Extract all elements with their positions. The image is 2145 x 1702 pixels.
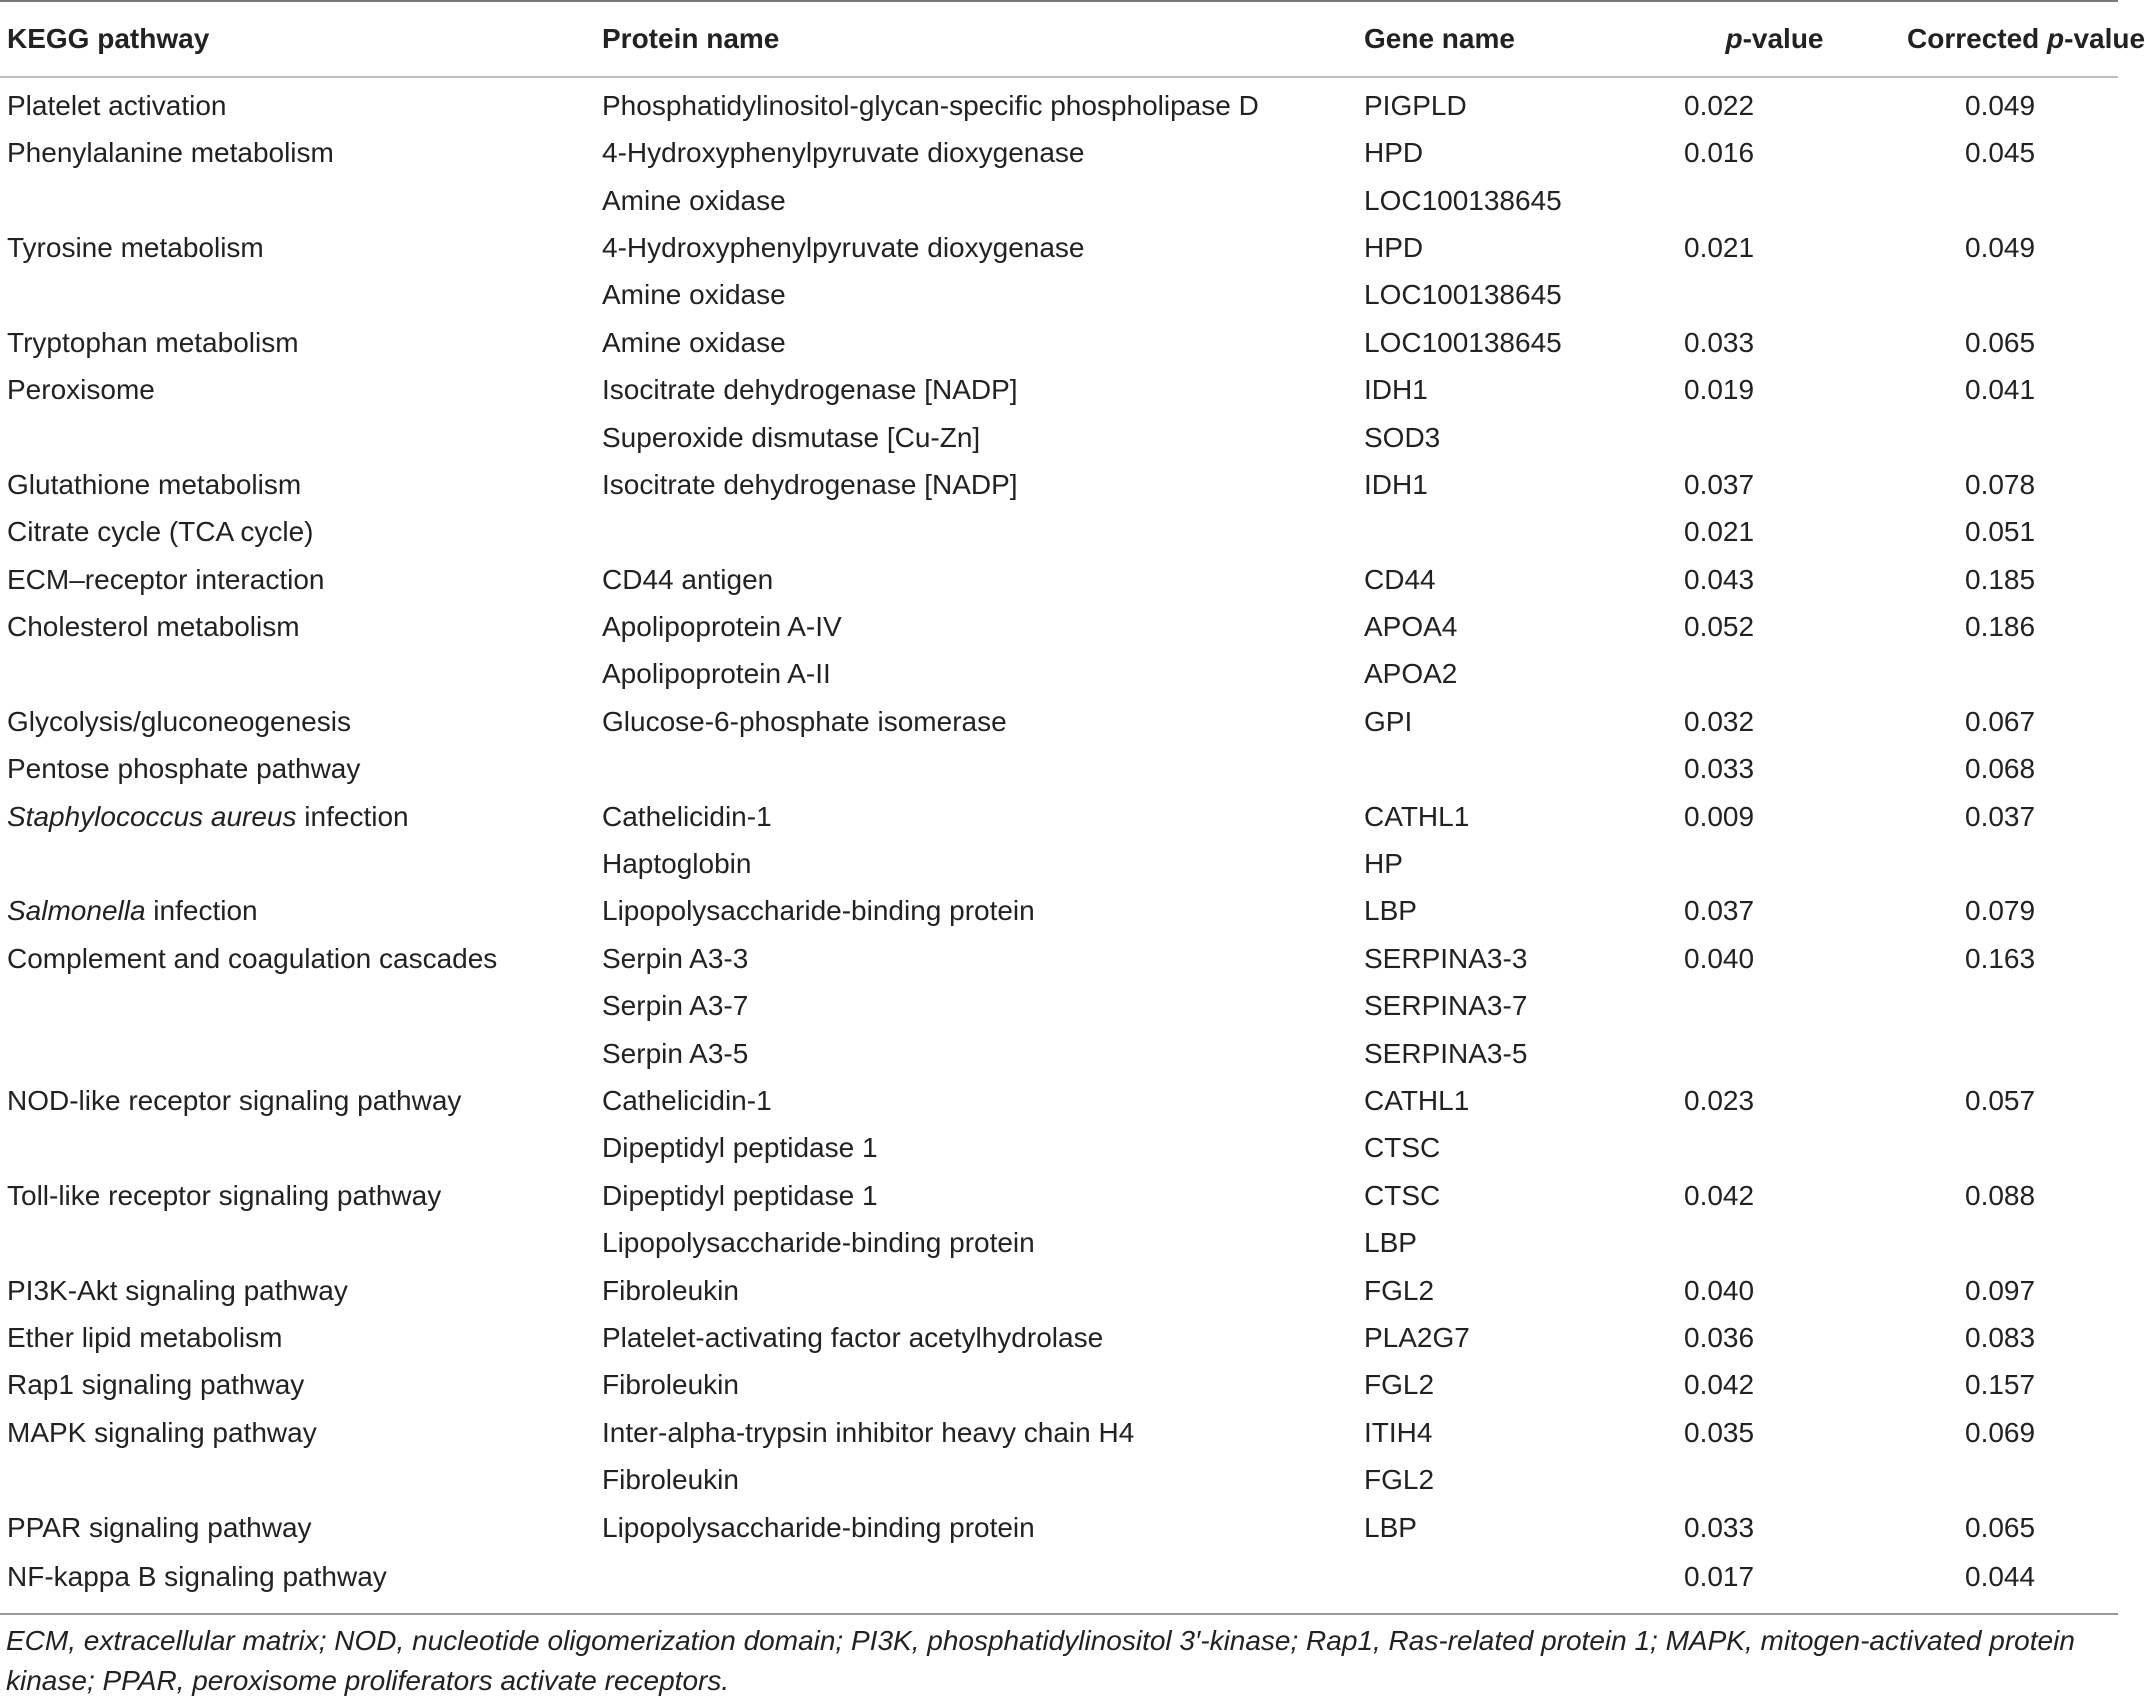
- cell-p-value: [1642, 176, 1907, 223]
- cell-corrected-p-value: 0.068: [1965, 753, 2036, 785]
- cell-corrected-p-value: 0.049: [1965, 231, 2036, 263]
- table-row: [0, 745, 2118, 792]
- cell-corrected-p-value: [1907, 650, 2118, 697]
- cell-p-value: [1642, 1124, 1907, 1171]
- cell-kegg-pathway: [0, 1029, 600, 1076]
- cell-gene-name: HPD: [1364, 137, 1424, 169]
- cell-corrected-p-value: 0.067: [1965, 705, 2036, 737]
- cell-gene-name: CATHL1: [1364, 800, 1470, 832]
- cell-corrected-p-value: [1907, 176, 2118, 223]
- header-p-value: [1642, 1, 1907, 77]
- cell-gene-name: CTSC: [1364, 1179, 1441, 1211]
- table-row: [0, 176, 2118, 223]
- cell-kegg-pathway: Ether lipid metabolism: [7, 1321, 283, 1353]
- cell-gene-name: CTSC: [1364, 1132, 1441, 1164]
- cell-corrected-p-value: 0.079: [1965, 895, 2036, 927]
- cell-protein-name: Platelet-activating factor acetylhydrolase: [602, 1321, 1104, 1353]
- cell-kegg-pathway: Cholesterol metabolism: [7, 611, 300, 643]
- cell-kegg-pathway: [0, 271, 600, 318]
- table-row: [0, 1314, 2118, 1361]
- cell-kegg-pathway: Tyrosine metabolism: [7, 231, 264, 263]
- table-row: [0, 319, 2118, 366]
- cell-p-value: 0.043: [1684, 563, 1755, 595]
- cell-protein-name: Serpin A3-3: [602, 942, 749, 974]
- table-row: [0, 1361, 2118, 1408]
- cell-corrected-p-value: 0.185: [1965, 563, 2036, 595]
- cell-kegg-pathway: [0, 840, 600, 887]
- cell-protein-name: Fibroleukin: [602, 1369, 739, 1401]
- cell-gene-name: FGL2: [1364, 1274, 1435, 1306]
- cell-kegg-pathway: Phenylalanine metabolism: [7, 137, 334, 169]
- pathway-taxon-name: Salmonella: [7, 895, 146, 927]
- cell-p-value: [1642, 650, 1907, 697]
- cell-p-value: 0.033: [1684, 326, 1755, 358]
- cell-protein-name: Lipopolysaccharide-binding protein: [602, 1227, 1035, 1259]
- cell-p-value: 0.019: [1684, 374, 1755, 406]
- cell-kegg-pathway: Pentose phosphate pathway: [7, 753, 361, 785]
- cell-protein-name: Cathelicidin-1: [602, 800, 772, 832]
- cell-protein-name: Dipeptidyl peptidase 1: [602, 1132, 878, 1164]
- cell-p-value: 0.042: [1684, 1369, 1755, 1401]
- cell-protein-name: Superoxide dismutase [Cu-Zn]: [602, 421, 981, 453]
- table-row: [0, 935, 2118, 982]
- pathway-suffix: infection: [145, 895, 258, 927]
- cell-protein-name: Cathelicidin-1: [602, 1085, 772, 1116]
- cell-p-value: [1642, 982, 1907, 1029]
- cell-corrected-p-value: 0.049: [1965, 90, 2036, 121]
- cell-p-value: 0.009: [1684, 800, 1755, 832]
- table-row: [0, 792, 2118, 839]
- header-corrected-prefix: Corrected: [1907, 23, 2048, 54]
- header-corrected-p-value: [1907, 1, 2145, 77]
- cell-p-value: 0.040: [1684, 1274, 1755, 1306]
- cell-gene-name: HP: [1364, 848, 1403, 880]
- cell-corrected-p-value: 0.097: [1965, 1274, 2036, 1306]
- table-row: [0, 982, 2118, 1029]
- cell-corrected-p-value: 0.069: [1965, 1416, 2036, 1448]
- cell-gene-name: APOA2: [1364, 658, 1458, 690]
- cell-p-value: 0.036: [1684, 1321, 1755, 1353]
- table-row: [0, 1077, 2118, 1124]
- table-row: [0, 366, 2118, 413]
- cell-kegg-pathway: [0, 792, 600, 839]
- cell-corrected-p-value: 0.065: [1965, 326, 2036, 358]
- cell-corrected-p-value: [1907, 1456, 2118, 1503]
- cell-corrected-p-value: 0.057: [1965, 1085, 2036, 1116]
- cell-p-value: 0.033: [1684, 1511, 1755, 1543]
- cell-gene-name: FGL2: [1364, 1369, 1435, 1401]
- table-row: [0, 1172, 2118, 1219]
- pathway-suffix: infection: [296, 800, 409, 832]
- table-row: [0, 1266, 2118, 1313]
- table-row: [0, 698, 2118, 745]
- table-row: [0, 129, 2118, 176]
- cell-corrected-p-value: 0.157: [1965, 1369, 2036, 1401]
- table-row: [0, 461, 2118, 508]
- header-p-suffix: -value: [1742, 23, 1824, 54]
- cell-kegg-pathway: [0, 176, 600, 223]
- cell-protein-name: Inter-alpha-trypsin inhibitor heavy chain H4: [602, 1416, 1135, 1448]
- cell-corrected-p-value: 0.065: [1965, 1511, 2036, 1543]
- cell-p-value: 0.033: [1684, 753, 1755, 785]
- cell-gene-name: LOC100138645: [1364, 184, 1562, 216]
- cell-corrected-p-value: 0.186: [1965, 611, 2036, 643]
- cell-corrected-p-value: 0.083: [1965, 1321, 2036, 1353]
- cell-kegg-pathway: [0, 413, 600, 460]
- cell-protein-name: Haptoglobin: [602, 848, 752, 880]
- cell-kegg-pathway: NOD-like receptor signaling pathway: [7, 1085, 462, 1116]
- cell-gene-name: CD44: [1364, 563, 1436, 595]
- cell-corrected-p-value: 0.041: [1965, 374, 2036, 406]
- cell-p-value: 0.021: [1684, 516, 1755, 548]
- table-bottom-rule: [0, 1613, 2118, 1615]
- cell-gene-name: [1362, 745, 1642, 792]
- cell-corrected-p-value: 0.037: [1965, 800, 2036, 832]
- cell-corrected-p-value: 0.045: [1965, 137, 2036, 169]
- cell-protein-name: Apolipoprotein A-IV: [602, 611, 842, 643]
- cell-kegg-pathway: Citrate cycle (TCA cycle): [7, 516, 314, 548]
- cell-corrected-p-value: [1907, 840, 2118, 887]
- table-header: [0, 1, 2145, 77]
- cell-kegg-pathway: [0, 650, 600, 697]
- header-row: [0, 1, 2118, 77]
- cell-protein-name: Fibroleukin: [602, 1274, 739, 1306]
- cell-kegg-pathway: PI3K-Akt signaling pathway: [7, 1274, 348, 1306]
- table-body: [0, 77, 2118, 1617]
- cell-p-value: 0.042: [1684, 1179, 1755, 1211]
- cell-protein-name: Dipeptidyl peptidase 1: [602, 1179, 878, 1211]
- cell-kegg-pathway: [0, 1124, 600, 1171]
- cell-protein-name: Amine oxidase: [602, 326, 786, 358]
- table-row: [0, 556, 2118, 603]
- cell-corrected-p-value: [1907, 982, 2118, 1029]
- table-row: [0, 413, 2118, 460]
- cell-corrected-p-value: [1907, 1219, 2118, 1266]
- cell-gene-name: APOA4: [1364, 611, 1458, 643]
- cell-p-value: 0.052: [1684, 611, 1755, 643]
- cell-protein-name: 4-Hydroxyphenylpyruvate dioxygenase: [602, 231, 1085, 263]
- cell-gene-name: PLA2G7: [1364, 1321, 1470, 1353]
- cell-gene-name: [1362, 1551, 1642, 1617]
- cell-kegg-pathway: Tryptophan metabolism: [7, 326, 299, 358]
- header-p-italic: p: [1725, 23, 1743, 54]
- table-row: [0, 1456, 2118, 1503]
- cell-gene-name: IDH1: [1364, 374, 1428, 406]
- cell-kegg-pathway: ECM–receptor interaction: [7, 563, 325, 595]
- cell-kegg-pathway: [0, 887, 600, 934]
- cell-corrected-p-value: 0.078: [1965, 468, 2036, 500]
- cell-gene-name: LOC100138645: [1364, 326, 1562, 358]
- cell-p-value: [1642, 413, 1907, 460]
- cell-gene-name: SERPINA3-7: [1364, 990, 1528, 1022]
- table-row: [0, 77, 2118, 129]
- cell-corrected-p-value: [1907, 413, 2118, 460]
- table-row: [0, 508, 2118, 555]
- table-row: [0, 1503, 2118, 1550]
- table-row: [0, 1029, 2118, 1076]
- cell-kegg-pathway: Peroxisome: [7, 374, 155, 406]
- cell-kegg-pathway: [0, 982, 600, 1029]
- cell-kegg-pathway: NF-kappa B signaling pathway: [7, 1560, 387, 1592]
- header-corrected-suffix: -value: [2064, 23, 2145, 54]
- cell-p-value: [1642, 271, 1907, 318]
- cell-kegg-pathway: [0, 1219, 600, 1266]
- cell-gene-name: SOD3: [1364, 421, 1441, 453]
- cell-corrected-p-value: [1907, 1124, 2118, 1171]
- cell-gene-name: FGL2: [1364, 1464, 1435, 1496]
- cell-protein-name: Serpin A3-5: [602, 1037, 749, 1069]
- cell-kegg-pathway: Rap1 signaling pathway: [7, 1369, 305, 1401]
- cell-protein-name: Lipopolysaccharide-binding protein: [602, 895, 1035, 927]
- cell-corrected-p-value: [1907, 271, 2118, 318]
- cell-corrected-p-value: 0.044: [1965, 1560, 2036, 1592]
- table-row: [0, 840, 2118, 887]
- cell-corrected-p-value: 0.051: [1965, 516, 2036, 548]
- cell-protein-name: Glucose-6-phosphate isomerase: [602, 705, 1007, 737]
- cell-gene-name: PIGPLD: [1364, 90, 1467, 121]
- cell-corrected-p-value: 0.088: [1965, 1179, 2036, 1211]
- cell-p-value: [1642, 840, 1907, 887]
- cell-corrected-p-value: 0.163: [1965, 942, 2036, 974]
- header-kegg-pathway: KEGG pathway: [7, 23, 210, 54]
- cell-protein-name: Lipopolysaccharide-binding protein: [602, 1511, 1035, 1543]
- table-row: [0, 650, 2118, 697]
- table-row: [0, 887, 2118, 934]
- cell-protein-name: [600, 508, 1362, 555]
- cell-protein-name: CD44 antigen: [602, 563, 774, 595]
- cell-kegg-pathway: Glycolysis/gluconeogenesis: [7, 705, 351, 737]
- cell-p-value: 0.037: [1684, 895, 1755, 927]
- cell-kegg-pathway: PPAR signaling pathway: [7, 1511, 312, 1543]
- cell-protein-name: Fibroleukin: [602, 1464, 739, 1496]
- cell-gene-name: [1362, 508, 1642, 555]
- cell-protein-name: [600, 745, 1362, 792]
- header-corrected-italic: p: [2047, 23, 2065, 54]
- cell-gene-name: SERPINA3-5: [1364, 1037, 1528, 1069]
- table-row: [0, 1409, 2118, 1456]
- cell-kegg-pathway: Glutathione metabolism: [7, 468, 302, 500]
- cell-gene-name: CATHL1: [1364, 1085, 1470, 1116]
- cell-p-value: 0.035: [1684, 1416, 1755, 1448]
- cell-p-value: [1642, 1029, 1907, 1076]
- cell-protein-name: Apolipoprotein A-II: [602, 658, 831, 690]
- cell-gene-name: LBP: [1364, 1227, 1417, 1259]
- cell-corrected-p-value: [1907, 1029, 2118, 1076]
- cell-protein-name: Amine oxidase: [602, 279, 786, 311]
- cell-kegg-pathway: [0, 1456, 600, 1503]
- cell-gene-name: HPD: [1364, 231, 1424, 263]
- cell-protein-name: [600, 1551, 1362, 1617]
- cell-p-value: 0.032: [1684, 705, 1755, 737]
- cell-kegg-pathway: Platelet activation: [7, 90, 227, 121]
- table-row: [0, 603, 2118, 650]
- cell-kegg-pathway: Toll-like receptor signaling pathway: [7, 1179, 442, 1211]
- cell-p-value: 0.022: [1684, 90, 1755, 121]
- cell-protein-name: 4-Hydroxyphenylpyruvate dioxygenase: [602, 137, 1085, 169]
- cell-gene-name: LBP: [1364, 895, 1417, 927]
- table-row: [0, 1124, 2118, 1171]
- cell-p-value: 0.021: [1684, 231, 1755, 263]
- table-footnote: ECM, extracellular matrix; NOD, nucleotide oligomerization domain; PI3K, phosphatidylinositol 3′-kinase; Rap1, Ras-related protein 1; MAPK, mitogen-activated protein kinase; PPAR, peroxisome proliferators activate receptors.: [6, 1625, 2075, 1696]
- header-protein-name: Protein name: [602, 23, 780, 54]
- cell-protein-name: Amine oxidase: [602, 184, 786, 216]
- cell-protein-name: Isocitrate dehydrogenase [NADP]: [602, 468, 1018, 500]
- cell-gene-name: LBP: [1364, 1511, 1417, 1543]
- pathway-taxon-name: Staphylococcus aureus: [7, 800, 297, 832]
- cell-protein-name: Serpin A3-7: [602, 990, 749, 1022]
- cell-gene-name: ITIH4: [1364, 1416, 1433, 1448]
- cell-kegg-pathway: Complement and coagulation cascades: [7, 942, 498, 974]
- cell-p-value: 0.037: [1684, 468, 1755, 500]
- cell-protein-name: Isocitrate dehydrogenase [NADP]: [602, 374, 1018, 406]
- cell-p-value: 0.016: [1684, 137, 1755, 169]
- cell-p-value: 0.040: [1684, 942, 1755, 974]
- cell-gene-name: GPI: [1364, 705, 1413, 737]
- cell-p-value: 0.017: [1684, 1560, 1755, 1592]
- cell-gene-name: IDH1: [1364, 468, 1428, 500]
- table-row: [0, 1219, 2118, 1266]
- cell-gene-name: SERPINA3-3: [1364, 942, 1528, 974]
- cell-p-value: [1642, 1219, 1907, 1266]
- cell-protein-name: Phosphatidylinositol-glycan-specific phospholipase D: [602, 90, 1259, 121]
- cell-kegg-pathway: MAPK signaling pathway: [7, 1416, 317, 1448]
- table-row: [0, 271, 2118, 318]
- cell-p-value: 0.023: [1684, 1085, 1755, 1116]
- cell-p-value: [1642, 1456, 1907, 1503]
- table-row: [0, 224, 2118, 271]
- cell-gene-name: LOC100138645: [1364, 279, 1562, 311]
- header-gene-name: Gene name: [1364, 23, 1515, 54]
- table-row: [0, 1551, 2118, 1617]
